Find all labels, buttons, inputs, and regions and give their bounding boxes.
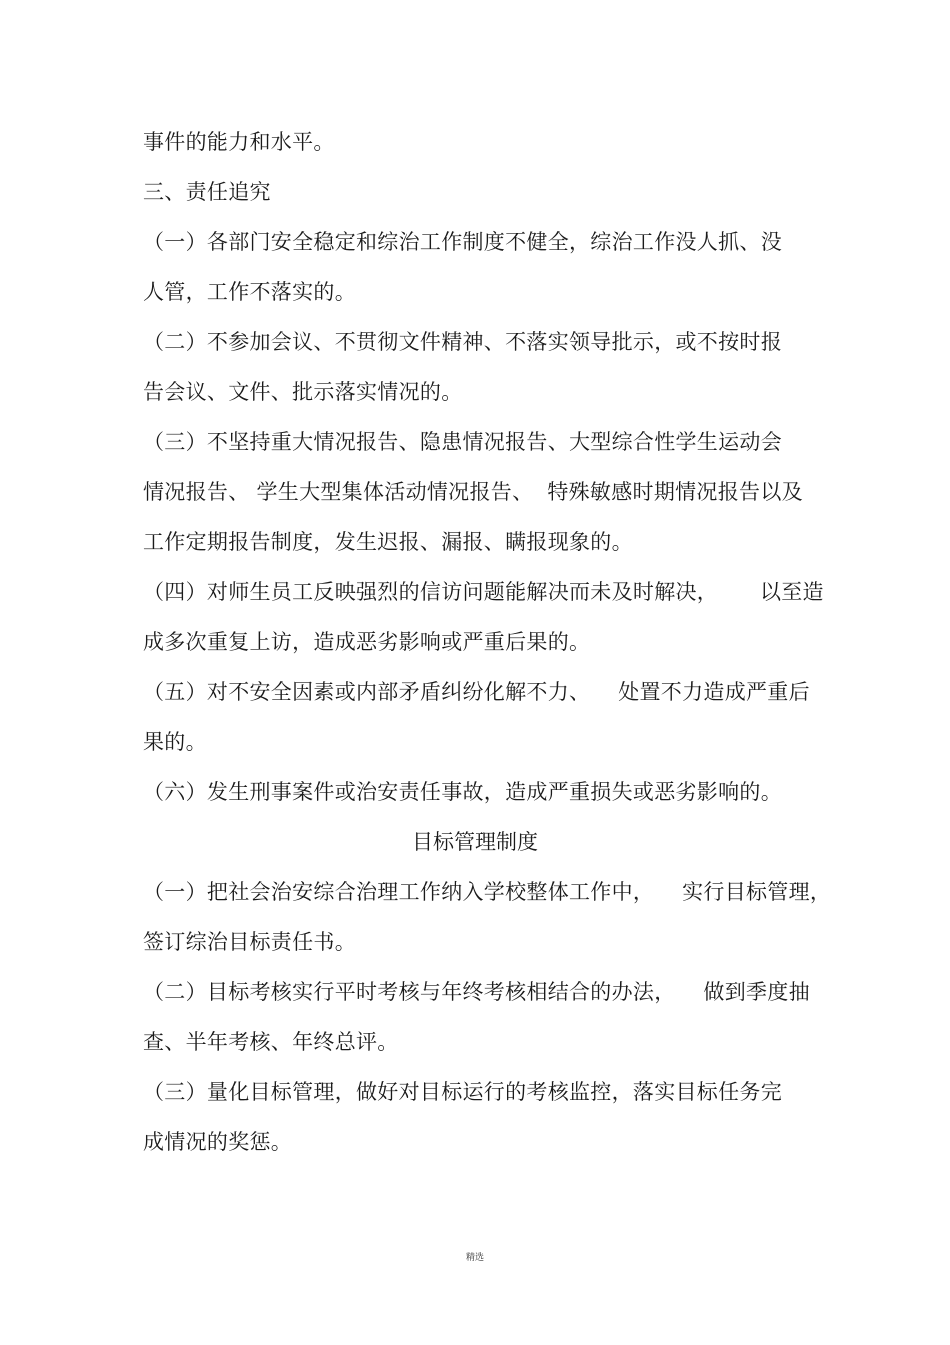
paragraph-line: （三）不坚持重大情况报告、隐患情况报告、大型综合性学生运动会 (143, 430, 782, 454)
paragraph-line: 查、半年考核、年终总评。 (143, 1030, 399, 1054)
paragraph-line: （二）不参加会议、不贯彻文件精神、不落实领导批示，或不按时报 (143, 330, 782, 354)
paragraph-line: （一）把社会治安综合治理工作纳入学校整体工作中， 实行目标管理， (143, 880, 832, 904)
paragraph-line: （二）目标考核实行平时考核与年终考核相结合的办法， 做到季度抽 (143, 980, 810, 1004)
section-title: 目标管理制度 (412, 830, 538, 854)
section-heading: 三、责任追究 (143, 180, 271, 204)
paragraph-line: 人管，工作不落实的。 (143, 280, 356, 304)
paragraph-line: 签订综治目标责任书。 (143, 930, 356, 954)
paragraph-line: 果的。 (143, 730, 207, 754)
paragraph-line: 事件的能力和水平。 (143, 130, 335, 154)
paragraph-line: 情况报告、 学生大型集体活动情况报告、 特殊敏感时期情况报告以及 (143, 480, 803, 504)
paragraph-line: （三）量化目标管理，做好对目标运行的考核监控，落实目标任务完 (143, 1080, 782, 1104)
paragraph-line: 成多次重复上访，造成恶劣影响或严重后果的。 (143, 630, 591, 654)
paragraph-line: （四）对师生员工反映强烈的信访问题能解决而未及时解决， 以至造 (143, 580, 824, 604)
page-footer: 精选 (465, 1253, 484, 1263)
paragraph-line: 成情况的奖惩。 (143, 1130, 293, 1154)
paragraph-line: （五）对不安全因素或内部矛盾纠纷化解不力、 处置不力造成严重后 (143, 680, 810, 704)
paragraph-line: （六）发生刑事案件或治安责任事故，造成严重损失或恶劣影响的。 (143, 780, 782, 804)
paragraph-line: 工作定期报告制度，发生迟报、漏报、瞒报现象的。 (143, 530, 633, 554)
paragraph-line: 告会议、文件、批示落实情况的。 (143, 380, 463, 404)
paragraph-line: （一）各部门安全稳定和综治工作制度不健全，综治工作没人抓、没 (143, 230, 782, 254)
